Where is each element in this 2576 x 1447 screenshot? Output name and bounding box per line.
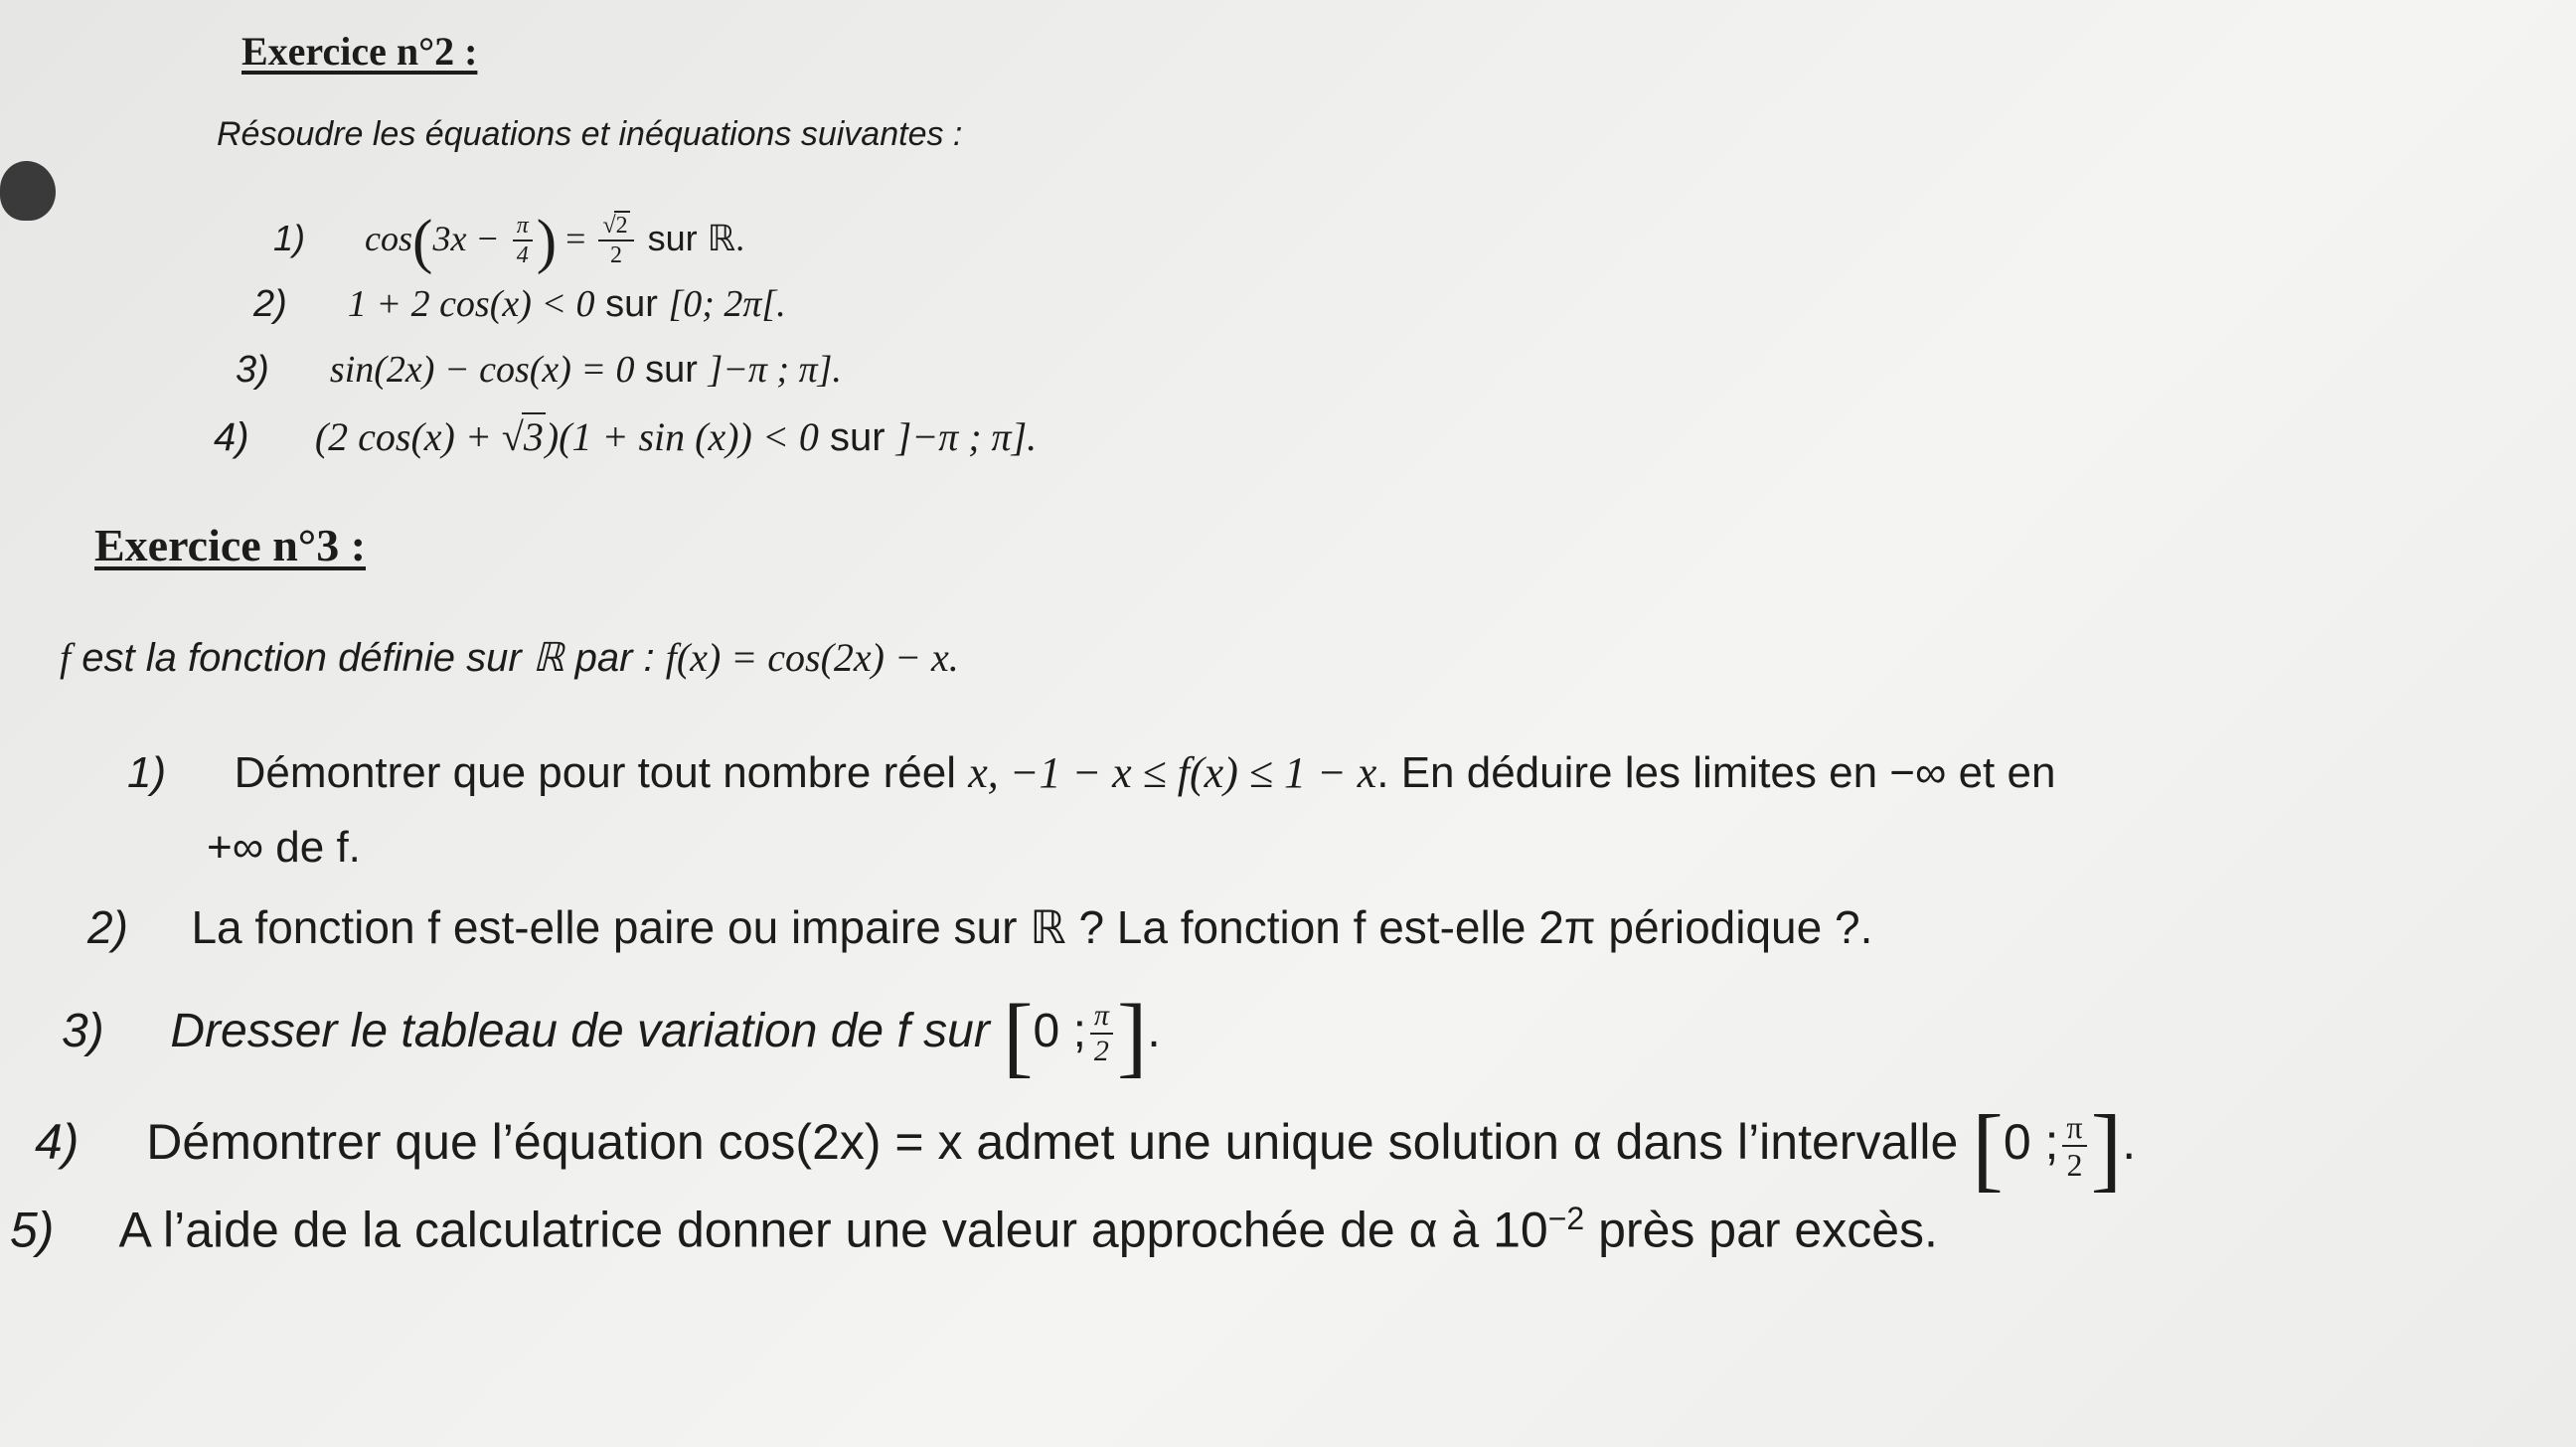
ink-blot xyxy=(0,161,56,221)
ex3-intro: f est la fonction définie sur ℝ par : f(x) = cos(2x) − x. xyxy=(60,635,959,680)
inequality-expr: 1 + 2 cos(x) < 0 xyxy=(347,283,595,325)
ex3-question-2: 2) La fonction f est-elle paire ou impaire sur ℝ ? La fonction f est-elle 2π périodique ?. xyxy=(87,901,1873,953)
ex2-question-2: 2) 1 + 2 cos(x) < 0 sur [0; 2π[. xyxy=(253,283,786,325)
ex3-question-1: 1) Démontrer que pour tout nombre réel x, −1 − x ≤ f(x) ≤ 1 − x. En déduire les limites en −∞ et en xyxy=(127,748,2056,797)
arg-text: 3x − xyxy=(432,218,509,258)
reals-symbol: ℝ. xyxy=(707,218,745,258)
ex2-question-1: 1) cos(3x − $\frac{\pi}{4}$ ) = $\frac{√2}{2}$ sur ℝ. xyxy=(273,208,745,275)
interval: ]−π ; π]. xyxy=(708,349,842,391)
inequality-expr: (2 cos(x) + √3)(1 + sin (x)) < 0 xyxy=(314,414,819,459)
ex3-question-4: 4) Démontrer que l’équation cos(2x) = x admet une unique solution α dans l’intervalle [0 ; $\frac{\pi}{2}$ ]. xyxy=(35,1095,2137,1201)
cos-label: cos xyxy=(365,218,413,258)
equation-expr: sin(2x) − cos(x) = 0 xyxy=(329,349,635,391)
ex3-question-3: 3) Dresser le tableau de variation de f sur [0 ; $\frac{\pi}{2}$ ]. xyxy=(62,986,1161,1086)
question-number: 1) xyxy=(273,217,306,258)
function-definition: f(x) = cos(2x) − x. xyxy=(665,635,959,680)
pi-over-2-fraction: $\frac{\pi}{2}$ xyxy=(1090,1001,1113,1066)
interval: ]−π ; π]. xyxy=(895,414,1038,459)
ex3-question-5: 5) A l’aide de la calculatrice donner une valeur approchée de α à $10^{-2}$ près par excès. xyxy=(10,1201,1938,1258)
ex2-question-4: 4) (2 cos(x) + √3)(1 + sin (x)) < 0 sur ]−π ; π]. xyxy=(214,414,1038,459)
sqrt2-over-2-fraction: $\frac{√2}{2}$ xyxy=(598,214,633,267)
interval: [0; 2π[. xyxy=(668,283,786,325)
ex2-question-3: 3) sin(2x) − cos(x) = 0 sur ]−π ; π]. xyxy=(236,349,842,391)
pi-over-4-fraction: $\frac{\pi}{4}$ xyxy=(513,214,533,267)
pi-over-2-fraction: $\frac{\pi}{2}$ xyxy=(2062,1111,2086,1181)
bound-inequality: x, −1 − x ≤ f(x) ≤ 1 − x xyxy=(968,748,1377,797)
exercise-2-title: Exercice n°2 : xyxy=(242,29,478,74)
exercise-2-instruction: Résoudre les équations et inéquations suivantes : xyxy=(217,115,963,153)
ex3-question-1-continued: +∞ de f. xyxy=(207,823,361,872)
exercise-3-title: Exercice n°3 : xyxy=(94,520,367,570)
